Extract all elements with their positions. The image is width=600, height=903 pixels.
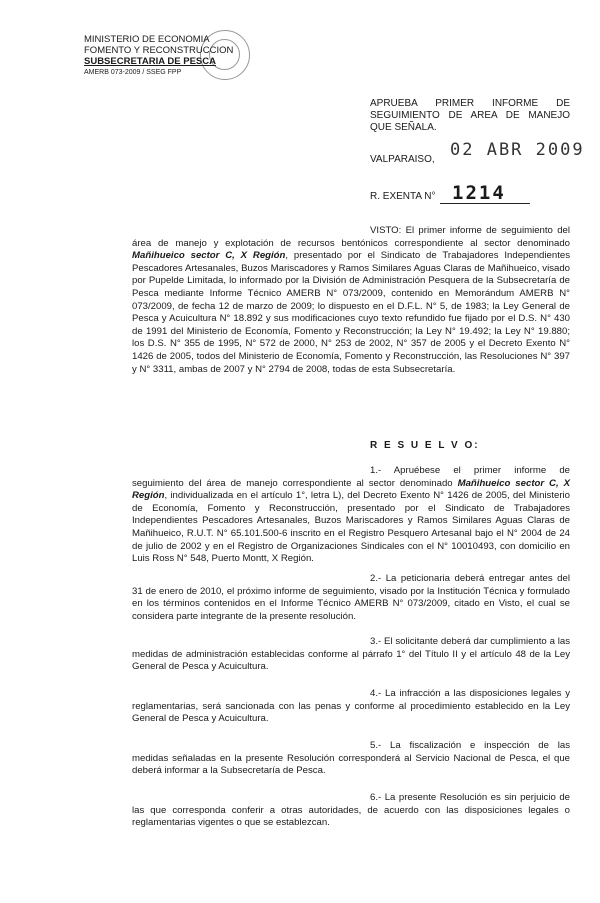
- resuelvo-heading: R E S U E L V O:: [370, 440, 480, 451]
- reference-code: AMERB 073-2009 / SSEG FPP: [84, 69, 182, 76]
- sector-name: Mañihueico sector C, X Región: [132, 477, 570, 502]
- place-label: VALPARAISO,: [370, 154, 435, 165]
- official-seal-icon: [200, 30, 250, 80]
- visto-paragraph: VISTO: El primer informe de seguimiento del área de manejo y explotación de recursos bentónicos correspondiente al sector denominado Mañihueico sector C, X Región, presentado por el Sindicato de Trabajadores Independientes Pescadores Artesanales, Buzos Mariscadores y Ramos Similares Aguas Claras de Mañihueico, visado por Pupelde Limitada, lo informado por la División de Administración Pesquera de la Subsecretaría de Pesca mediante Informe Técnico AMERB N° 073/2009, contenido en Memorándum AMERB N° 073/2009, de fecha 12 de marzo de 2009; lo dispuesto en el D.F.L. N° 5, de 1983; la Ley General de Pesca y Acuicultura N° 18.892 y sus modificaciones cuyo texto refundido fue fijado por el D.S. N° 430 de 1991 del Ministerio de Economía, Fomento y Reconstrucción; la Ley N° 19.492; la Ley N° 19.880; los D.S. N° 355 de 1995, N° 572 de 2000, N° 253 de 2002, N° 357 de 2005 y el Decreto Exento N° 1426 de 2005, todos del Ministerio de Economía, Fomento y Reconstrucción, las Resoluciones N° 397 y N° 3311, ambas de 2007 y N° 2794 de 2008, todas de esta Subsecretaría.: [132, 225, 570, 375]
- resuelvo-item-6: 6.- La presente Resolución es sin perjuicio de las que corresponda conferir a otras autoridades, de acuerdo con las disposiciones legales o reglamentarias vigentes o que se establezcan.: [132, 792, 570, 829]
- resuelvo-item-2: 2.- La peticionaria deberá entregar antes del 31 de enero de 2010, el próximo informe de seguimiento, visado por la Institución Técnica y formulado en los términos contenidos en el Informe Técnico AMERB N° 073/2009, citado en Visto, el cual se considera parte integrante de la presente resolución.: [132, 573, 570, 622]
- ministry-name: MINISTERIO DE ECONOMIA: [84, 34, 210, 45]
- resolution-number: 1214: [452, 182, 506, 204]
- resolution-title: APRUEBA PRIMER INFORME DE SEGUIMIENTO DE AREA DE MANEJO QUE SEÑALA.: [370, 98, 570, 133]
- subsecretaria-name: SUBSECRETARIA DE PESCA: [84, 56, 216, 67]
- ministry-subtitle: FOMENTO Y RECONSTRUCCION: [84, 45, 234, 56]
- sector-name: Mañihueico sector C, X Región: [132, 250, 286, 262]
- resuelvo-item-3: 3.- El solicitante deberá dar cumplimiento a las medidas de administración establecidas conforme al párrafo 1° del Título II y el artículo 48 de la Ley General de Pesca y Acuicultura.: [132, 636, 570, 673]
- resuelvo-item-5: 5.- La fiscalización e inspección de las medidas señaladas en la presente Resolución corresponderá al Servicio Nacional de Pesca, el que deberá informar a la Subsecretaría de Pesca.: [132, 740, 570, 777]
- resolution-label: R. EXENTA N°: [370, 191, 436, 202]
- resuelvo-item-1: 1.- Apruébese el primer informe de seguimiento del área de manejo correspondiente al sector denominado Mañihueico sector C, X Región, individualizada en el artículo 1°, letra L), del Decreto Exento N° 1426 de 2005, del Ministerio de Economía, Fomento y Reconstrucción, presentado por el Sindicato de Trabajadores Independientes Pescadores Artesanales, Buzos Mariscadores y Ramos Similares Aguas Claras de Mañihueico, R.U.T. N° 65.101.500-6 inscrito en el Registro Pesquero Artesanal bajo el N° 2004 de 24 de julio de 2002 y en el Registro de Organizaciones Sindicales con el N° 10010493, con domicilio en Luis Ross N° 548, Puerto Montt, X Región.: [132, 465, 570, 565]
- date-stamp: 02 ABR 2009: [450, 140, 585, 160]
- resuelvo-item-4: 4.- La infracción a las disposiciones legales y reglamentarias, será sancionada con las penas y conforme al procedimiento establecido en la Ley General de Pesca y Acuicultura.: [132, 688, 570, 725]
